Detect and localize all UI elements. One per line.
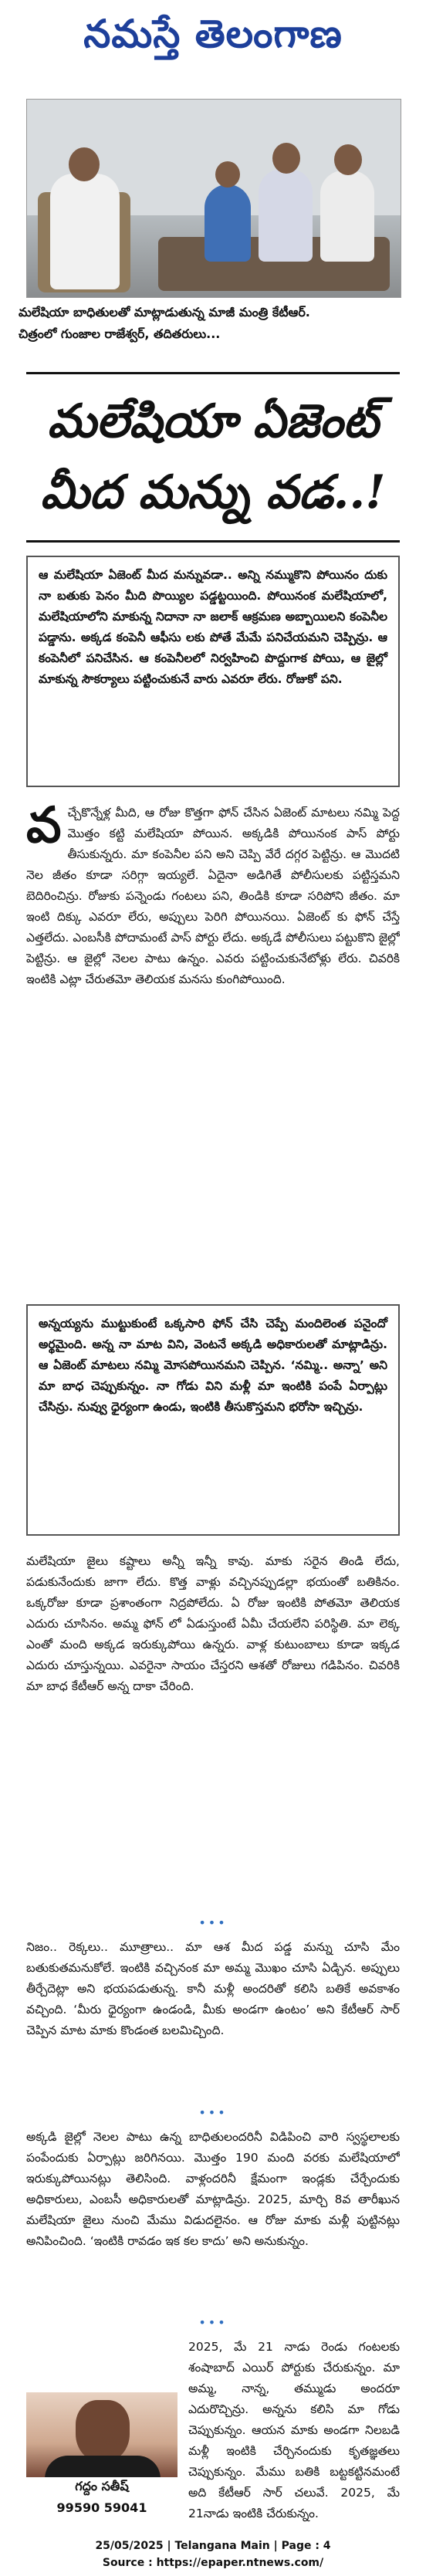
photo-head-2 bbox=[215, 161, 240, 188]
news-photo bbox=[26, 99, 401, 298]
photo-person-4 bbox=[320, 171, 374, 262]
body-paragraph-3: నిజం.. రెక్కలు.. మూత్రాలు.. మా ఆశ మీద పడ్డ మన్ను చూసి మేం బతుకుతమనుకోలే. ఇంటికి వచ్చినంక మా అమ్మ మొఖం చూసి ఏడ్చిన. అప్పులు తీర్చేదెట్లా అని భయపడుతున్న. కానీ మళ్లీ అందరితో కలిసి బతికే అవకాశం వచ్చింది. ‘మీరు ధైర్యంగా ఉండండి, మీకు అండగా ఉంటం’ అని కేటీఆర్ సార్ చెప్పిన మాట మాకు కొండంత బలమిచ్చింది. bbox=[26, 1940, 400, 2037]
headline bbox=[26, 386, 400, 528]
photo-person-1 bbox=[50, 174, 120, 289]
photo-head-3 bbox=[272, 143, 300, 174]
footer-edition: 25/05/2025 | Telangana Main | Page : 4 bbox=[95, 2540, 331, 2552]
headline-top-rule bbox=[26, 372, 400, 374]
headline-line-1: మలేషియా ఏజెంట్ bbox=[47, 394, 379, 448]
body-paragraph-5: 2025, మే 21 నాడు రెండు గంటలకు శంషాబాద్ ఎయిర్ పోర్టుకు చేరుకున్నం. మా అమ్మ, నాన్న, తమ్ముడు అందరూ ఎదురొచ్చిన్రు. అన్నను కలిసి మా గోడు చెప్పుకున్నం. ఆయన మాకు అండగా నిలబడి మళ్లీ ఇంటికి చేర్చినందుకు కృతజ్ఞతలు చెప్పుకున్నం. మేము బతికి బట్టకట్టినమంటే అది కేటీఆర్ సార్ చలువే. 2025, మే 21నాడు ఇంటికి చేరుకున్నం. bbox=[188, 2340, 400, 2520]
author-name: గద్దం సతీష్ bbox=[75, 2479, 129, 2493]
newspaper-title: నమస్తే తెలంగాణ bbox=[83, 11, 343, 56]
section-ornament-2: ••• bbox=[198, 2105, 228, 2120]
body-paragraph-1-text: చ్చేకొన్నేళ్ల మీది, ఆ రోజు కొత్తగా ఫోన్ చేసిన ఏజెంట్ మాటలు నమ్మి పెద్ద మొత్తం కట్టి మలేషియా పోయిన. అక్కడికి పోయినంక పాస్ పోర్టు తీసుకున్నరు. మా కంపెనీల పని అని చెప్పి వేరే దగ్గర పెట్టిన్రు. ఆ మొదటి నెల జీతం కూడా సరిగ్గా ఇయ్యలే. ఏదైనా అడిగితే పోలీసులకు పట్టిస్తమని బెదిరించిన్రు. రోజుకు పన్నెండు గంటలు పని, తిండికి కూడా సరిపోని జీతం. మా ఇంటి దిక్కు ఎవరూ లేరు, అప్పులు పెరిగి పోయినయి. ఏజెంట్ కు ఫోన్ చేస్తే ఎత్తలేదు. ఎంబసీకి పోదామంటే పాస్ పోర్టు లేదు. అక్కడే పోలీసులు పట్టుకొని జైల్లో పెట్టిన్రు. ఆ జైల్లో నెలల పాటు ఉన్నం. ఎవరు పట్టించుకునేటోళ్లు లేరు. చివరికి ఇంటికి ఎట్లా చేరుతమో తెలియక మనసు కుంగిపోయింది. bbox=[26, 806, 400, 986]
photo-caption-line-1: మలేషియా బాధితులతో మాట్లాడుతున్న మాజీ మంత్రి కేటీఆర్. bbox=[19, 305, 310, 319]
headline-bottom-rule bbox=[26, 540, 400, 543]
headline-line-2: మీద మన్ను వడ..! bbox=[40, 465, 386, 519]
body-paragraph-1 bbox=[26, 803, 400, 1296]
intro-box: ఆ మలేషియా ఏజెంట్ మీద మన్నువడా.. అన్ని నమ్ముకొని పోయినం దుకు నా బతుకు పెనం మీది పొయ్యిల పడ్డట్టయింది. పోయినంక మలేషియాలో, మలేషియాలోని మాకున్న నిదానా నా జలాక్ ఆక్రమణ అబ్బాయిలని కంపెనీల పడ్డాను. అక్కడ కంపెనీ ఆఫీసు లకు పోతే మేమే పనిచేయమని చెప్పిన్రు. ఆ కంపెనీలో పనిచేసిన. ఆ కంపెనీలలో నిర్వహించి పొద్దుగాక పోయి, ఆ జైల్లో మాకున్న సౌకర్యాలు పట్టించుకునే వారు ఎవరూ లేరు. రోజుకో పని. bbox=[26, 556, 400, 787]
author-shirt bbox=[45, 2456, 161, 2477]
quote-box: అన్నయ్యను ముట్టుకుంటే ఒక్కసారి ఫోన్ చేసి చెప్పే మందిలెంత పనైందో అర్థమైంది. అన్న నా మాట విని, వెంటనే అక్కడి అధికారులతో మాట్లాడిన్రు. ఆ ఏజెంట్ మాటలు నమ్మి మోసపోయినమని చెప్పిన. ‘నమ్మి.. అన్నా’ అని మా బాధ చెప్పుకున్నం. నా గోడు విని మళ్లీ మా ఇంటికి పంపే ఏర్పాట్లు చేసిన్రు. నువ్వు ధైర్యంగా ఉండు, ఇంటికి తీసుకొస్తమని భరోసా ఇచ్చిన్రు. bbox=[26, 1304, 400, 1536]
drop-cap: వ bbox=[26, 803, 62, 854]
author-photo bbox=[26, 2392, 178, 2477]
photo-head-1 bbox=[69, 147, 100, 181]
body-paragraph-2: మలేషియా జైలు కష్టాలు అన్నీ ఇన్నీ కావు. మాకు సరైన తిండి లేదు, పడుకునేందుకు జాగా లేదు. కొత్త వాళ్లు వచ్చినప్పుడల్లా భయంతో బతికినం. ఒక్కరోజు కూడా ప్రశాంతంగా నిద్రపోలేదు. ఏ రోజు ఇంటికి పోతమో తెలియక ఎదురు చూసినం. అమ్మ ఫోన్ లో ఏడుస్తుంటే ఏమీ చేయలేని పరిస్థితి. మా లెక్క ఎంతో మంది అక్కడ ఇరుక్కుపోయి ఉన్నరు. వాళ్ల కుటుంబాలు కూడా ఇక్కడ ఎదురు చూస్తున్నయి. ఎవరైనా సాయం చేస్తరని ఆశతో రోజులు గడిపినం. చివరికి మా బాధ కేటీఆర్ అన్న దాకా చేరింది. bbox=[26, 1554, 400, 1693]
masthead bbox=[0, 0, 426, 71]
page-footer bbox=[0, 2537, 426, 2571]
author-phone: 99590 59041 bbox=[56, 2500, 147, 2515]
photo-person-3 bbox=[259, 169, 313, 262]
photo-head-4 bbox=[334, 144, 362, 175]
footer-source: Source : https://epaper.ntnews.com/ bbox=[102, 2557, 324, 2569]
photo-caption-line-2: చిత్రంలో గుంజాల రాజేశ్వర్, తదితరులు... bbox=[19, 326, 221, 341]
body-paragraph-4: అక్కడి జైల్లో నెలల పాటు ఉన్న బాధితులందరినీ విడిపించి వారి స్వస్థలాలకు పంపేందుకు ఏర్పాట్లు జరిగినయి. మొత్తం 190 మంది వరకు మలేషియాలో ఇరుక్కుపోయినట్లు తెలిసింది. వాళ్లందరినీ క్షేమంగా ఇండ్లకు చేర్చేందుకు అధికారులు, ఎంబసీ అధికారులతో మాట్లాడిన్రు. 2025, మార్చి 8వ తారీఖున మలేషియా జైలు నుంచి మేము విడుదలైనం. ఆ రోజు మాకు మళ్లీ పుట్టినట్లు అనిపించింది. ‘ఇంటికి రావడం ఇక కల కాదు’ అని అనుకున్నం. bbox=[26, 2130, 400, 2248]
section-ornament-3: ••• bbox=[198, 2315, 228, 2330]
photo-person-2 bbox=[205, 184, 251, 262]
section-ornament-1: ••• bbox=[198, 1915, 228, 1930]
author-face bbox=[76, 2400, 130, 2462]
